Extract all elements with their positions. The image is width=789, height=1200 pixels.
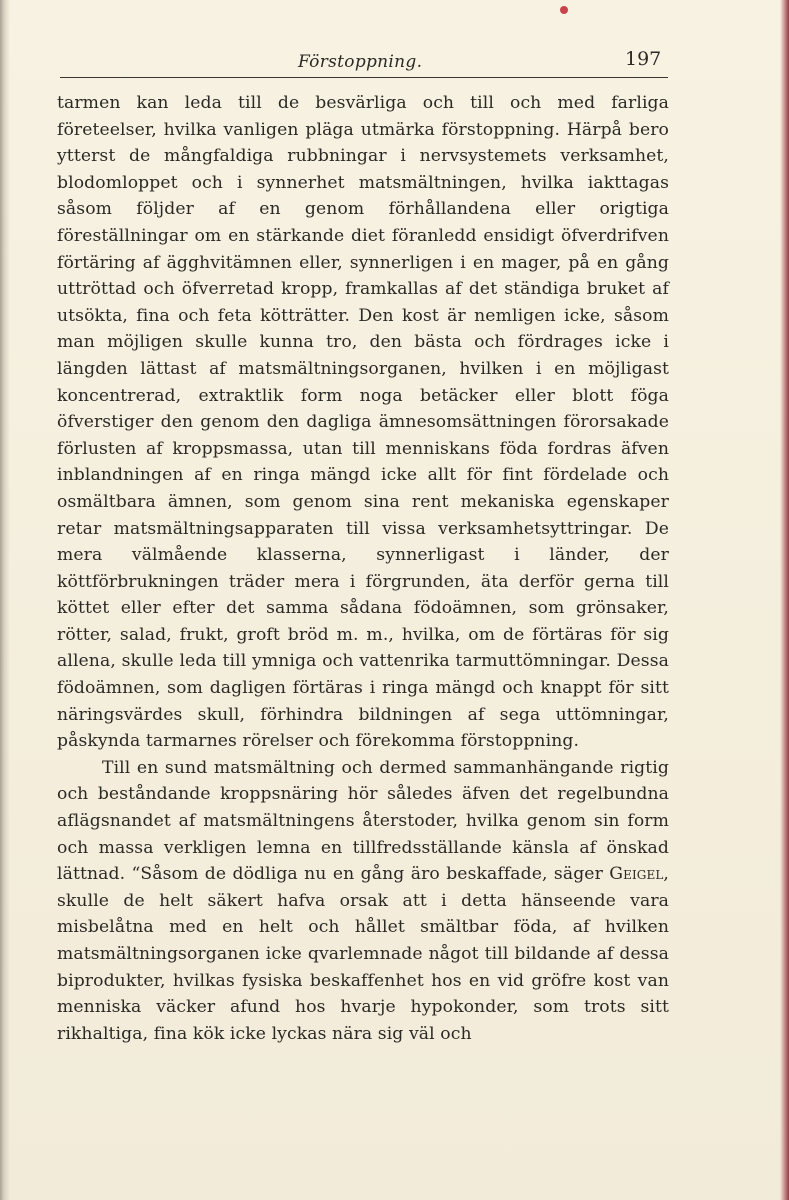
body-text (57, 90, 669, 1047)
running-head (60, 50, 668, 82)
author-name: Geigel (609, 864, 664, 885)
running-title: Förstoppning. (298, 52, 423, 72)
page-spine-edge (0, 0, 10, 1200)
paragraph-2 (57, 755, 669, 1048)
header-rule (60, 77, 668, 78)
page-red-edge (780, 0, 789, 1200)
page-number: 197 (625, 48, 662, 70)
ink-spot (560, 6, 568, 14)
paragraph-1: tarmen kan leda till de besvärliga och till och med farliga företeelser, hvilka vanligen pläga utmärka förstoppning. Härpå bero ytterst de mångfaldiga rubbningar i nervsystemets verksamhet, blodomloppet och i synnerhet matsmältningen, hvilka iakttagas såsom följder af en genom förhållandena eller origtiga föreställningar om en stärkande diet föranledd ensidigt öfverdrifven förtäring af ägghvitämnen eller, synnerligen i en mager, på en gång uttröttad och öfverretad kropp, framkallas af det ständiga bruket af utsökta, fina och feta kötträtter. Den kost är nemligen icke, såsom man möjligen skulle kunna tro, den bästa och fördrages icke i längden lättast af matsmältningsorganen, hvilken i en möjligast koncentrerad, extraktlik form noga betäcker eller blott föga öfverstiger den genom den dagliga ämnesomsättningen förorsakade förlusten af kroppsmassa, utan till menniskans föda fordras äfven inblandningen af en ringa mängd icke allt för fint fördelade och osmältbara ämnen, som genom sina rent mekaniska egenskaper retar matsmältningsapparaten till vissa verksamhetsyttringar. De mera välmående klasserna, synnerligast i länder, der köttförbrukningen träder mera i förgrunden, äta derför gerna till köttet eller efter det samma sådana födoämnen, som grönsaker, rötter, salad, frukt, groft bröd m. m., hvilka, om de förtäras för sig allena, skulle leda till ymniga och vattenrika tarmuttömningar. Dessa födoämnen, som dagligen förtäras i ringa mängd och knappt för sitt näringsvärdes skull, förhindra bildningen af sega uttömningar, påskynda tarmarnes rörelser och förekomma förstoppning. (57, 93, 669, 752)
paragraph-2-part-2: , skulle de helt säkert hafva orsak att i detta hänseende vara misbelåtna med en helt och hållet smältbar föda, af hvilken matsmältningsorganen icke qvarlemnade något till bildande af dessa biprodukter, hvilkas fysiska beskaffenhet hos en vid gröfre kost van menniska väcker afund hos hvarje hypokonder, som trots sitt rikhaltiga, fina kök icke lyckas nära sig väl och (57, 864, 669, 1044)
paragraph-2-part-1: Till en sund matsmältning och dermed sammanhängande rigtig och beståndande kroppsnäring hör således äfven det regelbundna aflägsnandet af matsmältningens återstoder, hvilka genom sin form och massa verkligen lemna en tillfredsställande känsla af önskad lättnad. “Såsom de dödliga nu en gång äro beskaffade, säger (57, 757, 669, 885)
